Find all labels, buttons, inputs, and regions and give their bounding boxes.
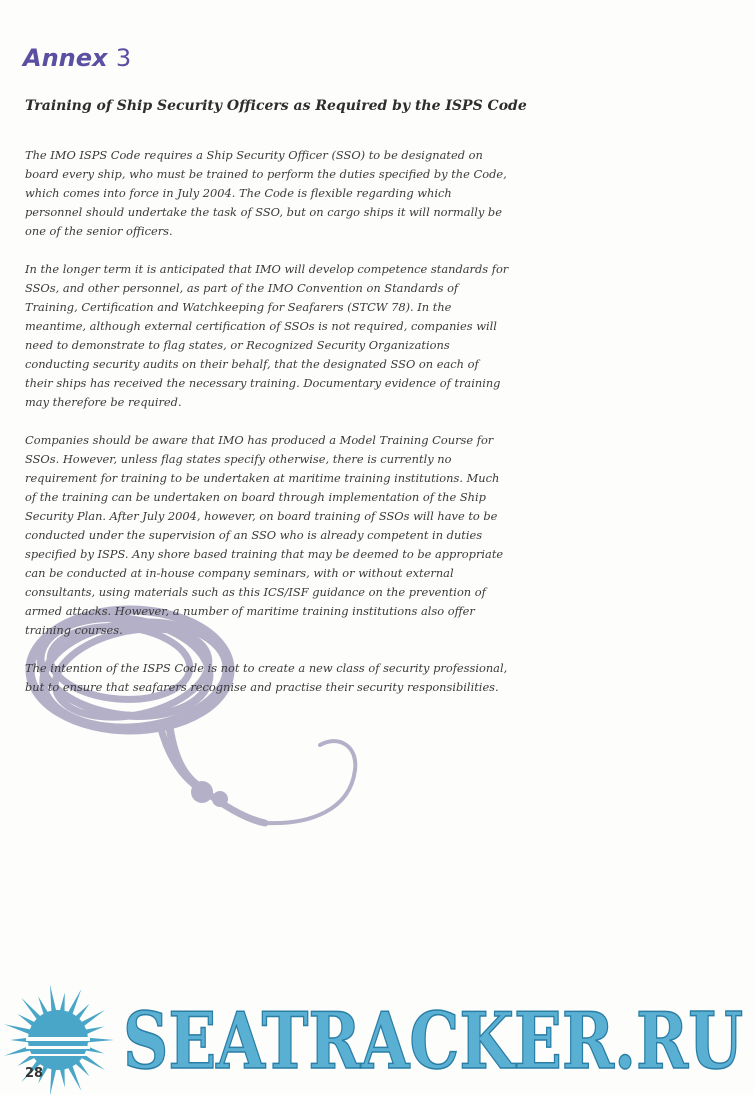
sun-ray	[50, 1067, 57, 1095]
paragraph-1: The IMO ISPS Code requires a Ship Security Officer (SSO) to be designated on board every ship, who must be trained to perform the duties specified by the Code, which comes into force in July 2004. The Code is flexible regarding which personnel should undertake the task of SSO, but on cargo ships it will normally be one of the senior officers.	[25, 148, 507, 238]
sun-ray	[67, 1064, 81, 1091]
sun-ray	[60, 993, 65, 1013]
sun-ray	[86, 1038, 114, 1043]
paragraph-3: Companies should be aware that IMO has produced a Model Training Course for SSOs. However, unless flag states specify otherwise, there is currently no requirement for training to be undertaken at maritime training institutions. Much of the training can be undertaken on board through implementation of the Ship Security Plan. After July 2004, however, on board training of SSOs will have to be conducted under the supervision of an SSO who is already competent in duties specified by ISPS. Any shore based training that may be deemed to be appropriate can be conducted at in-house company seminars, with or without external consultants, using materials such as this ICS/ISF guidance on the prevention of armed attacks. However, a number of maritime training institutions also offer training courses.	[25, 433, 504, 637]
sun-logo-icon	[0, 982, 115, 1095]
annex-number: 3	[115, 44, 132, 72]
annex-title	[23, 44, 131, 72]
sun-ray	[67, 989, 81, 1016]
sun-ray	[80, 1010, 105, 1027]
sun-ray	[50, 985, 57, 1013]
paragraph-2: In the longer term it is anticipated that IMO will develop competence standards for SSOs, and other personnel, as part of the IMO Convention on Standards of Training, Certification and Watchkeeping for Seafarers (STCW 78). In the meantime, although external certification of SSOs is not required, companies will need to demonstrate to flag states, or Recognized Security Organizations conducting security audits on their behalf, that the designated SSO on each of their ships has received the necessary training. Documentary evidence of training may therefore be required.	[25, 262, 509, 409]
sun-ray	[4, 1024, 32, 1034]
section-subtitle: Training of Ship Security Officers as Required by the ISPS Code	[25, 98, 527, 114]
watermark-logo	[118, 1000, 748, 1078]
body-text	[25, 146, 510, 716]
watermark-text: SEATRACKER.RU	[123, 1000, 743, 1078]
sun-ray	[60, 1067, 65, 1087]
paragraph-4: The intention of the ISPS Code is not to create a new class of security professional, but to ensure that seafarers recognise and practise their security responsibilities.	[25, 661, 508, 694]
annex-word: Annex	[23, 44, 108, 72]
page-number: 28	[25, 1066, 44, 1081]
